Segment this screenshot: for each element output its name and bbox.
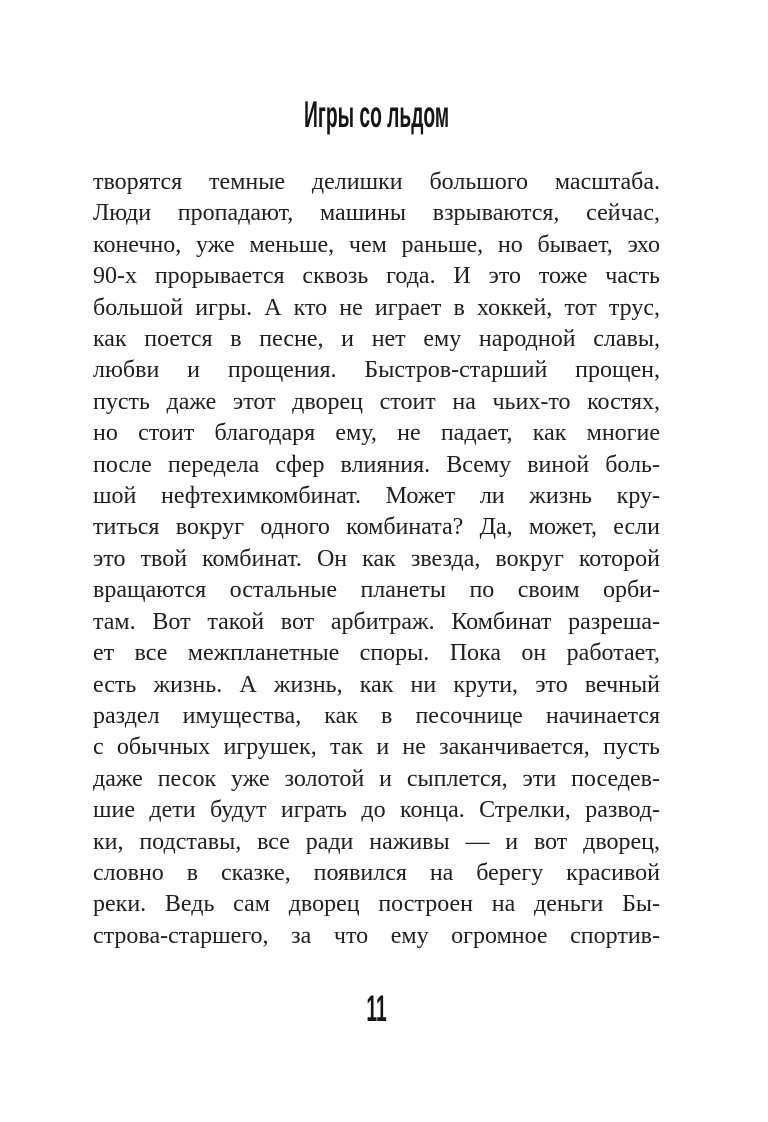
text-line: ки, подставы, все ради наживы — и вот дворец,: [93, 828, 660, 855]
text-line: шой нефтехимкомбинат. Может ли жизнь кру-: [93, 483, 660, 510]
text-line: любви и прощения. Быстров-старший прощен,: [93, 357, 660, 384]
text-line: реки. Ведь сам дворец построен на деньги Бы-: [93, 891, 660, 918]
text-line: титься вокруг одного комбината? Да, может, если: [93, 514, 660, 541]
page-number: 11: [366, 988, 387, 1029]
text-line: творятся темные делишки большого масштаба.: [93, 169, 660, 195]
text-line: вращаются остальные планеты по своим орби-: [93, 577, 660, 604]
body-text: [93, 167, 660, 952]
text-line: 90-х прорывается сквозь года. И это тоже часть: [93, 263, 660, 290]
text-line: как поется в песне, и нет ему народной славы,: [93, 326, 660, 353]
text-line: после передела сфер влияния. Всему виной боль-: [93, 451, 660, 478]
text-line: ет все межпланетные споры. Пока он работает,: [93, 640, 660, 667]
text-line: есть жизнь. А жизнь, как ни крути, это вечный: [93, 671, 660, 698]
text-line: Люди пропадают, машины взрываются, сейчас,: [93, 200, 660, 227]
text-line: словно в сказке, появился на берегу красивой: [93, 859, 660, 886]
text-line: большой игры. А кто не играет в хоккей, тот трус,: [93, 294, 660, 321]
running-header: [93, 94, 660, 136]
text-line: пусть даже этот дворец стоит на чьих-то костях,: [93, 388, 660, 415]
page-footer: [93, 988, 660, 1030]
text-line: но стоит благодаря ему, не падает, как многие: [93, 420, 660, 447]
book-title: Игры со льдом: [303, 94, 450, 135]
text-line: шие дети будут играть до конца. Стрелки, развод-: [93, 797, 660, 824]
text-line: там. Вот такой вот арбитраж. Комбинат разреша-: [93, 608, 660, 635]
text-line: это твой комбинат. Он как звезда, вокруг которой: [93, 545, 660, 572]
text-line: строва-старшего, за что ему огромное спортив-: [93, 922, 660, 949]
text-line: даже песок уже золотой и сыплется, эти поседев-: [93, 765, 660, 792]
text-line: конечно, уже меньше, чем раньше, но бывает, эхо: [93, 231, 660, 258]
text-line: с обычных игрушек, так и не заканчивается, пусть: [93, 734, 660, 761]
text-line: раздел имущества, как в песочнице начинается: [93, 702, 660, 729]
